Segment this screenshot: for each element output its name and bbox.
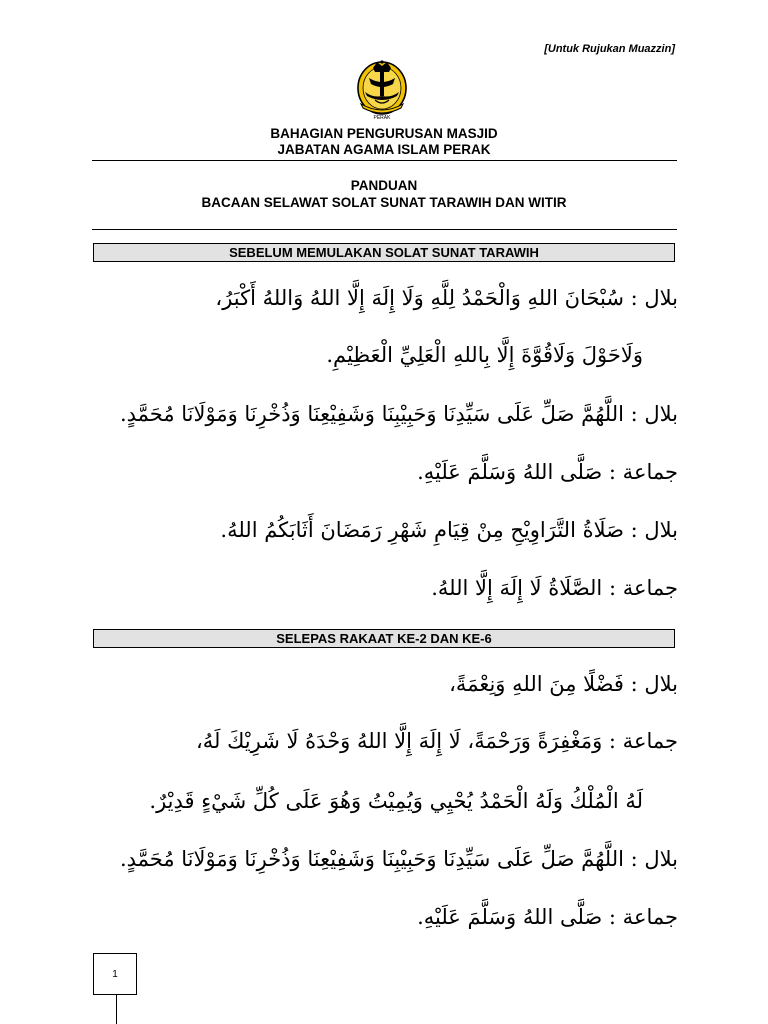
perak-crest-logo [351,56,413,122]
recitation-line: بلال : اللَّهُمَّ صَلِّ عَلَى سَيِّدِنَا وَحَبِيْبِنَا وَشَفِيْعِنَا وَذُخْرِنَا وَمَوْلَانَا مُحَمَّدٍ. [119,847,678,871]
divider-top [92,160,677,161]
recitation-line: بلال : سُبْحَانَ اللهِ وَالْحَمْدُ لِلَّهِ وَلَا إِلَهَ إِلَّا اللهُ وَاللهُ أَكْبَرُ، [215,286,678,310]
recitation-line: بلال : اللَّهُمَّ صَلِّ عَلَى سَيِّدِنَا وَحَبِيْبِنَا وَشَفِيْعِنَا وَذُخْرِنَا وَمَوْلَانَا مُحَمَّدٍ. [119,402,678,426]
recitation-line: بلال : فَضْلًا مِنَ اللهِ وَنِعْمَةً، [449,672,678,696]
crest-label: PERAK [373,115,391,121]
page-marker-line [116,995,117,1024]
section-heading: SEBELUM MEMULAKAN SOLAT SUNAT TARAWIH [93,243,675,262]
recitation-line: جماعة : صَلَّى اللهُ وَسَلَّمَ عَلَيْهِ. [417,905,678,929]
recitation-line: جماعة : صَلَّى اللهُ وَسَلَّمَ عَلَيْهِ. [417,460,678,484]
page-number: 1 [93,953,137,995]
section-heading: SELEPAS RAKAAT KE-2 DAN KE-6 [93,629,675,648]
doc-subtitle: BACAAN SELAWAT SOLAT SUNAT TARAWIH DAN WITIR [201,195,567,210]
divider-bottom [92,229,677,230]
recitation-line: لَهُ الْمُلْكُ وَلَهُ الْحَمْدُ يُحْيِي وَيُمِيْتُ وَهُوَ عَلَى كُلِّ شَيْءٍ قَدِيْرٌ. [149,789,643,813]
org-line-2: JABATAN AGAMA ISLAM PERAK [277,142,491,157]
reference-note: [Untuk Rujukan Muazzin] [544,43,675,55]
doc-title: PANDUAN [350,178,418,193]
recitation-line: بلال : صَلَاةُ التَّرَاوِيْحِ مِنْ قِيَامِ شَهْرِ رَمَضَانَ أَثَابَكُمُ اللهُ. [220,518,678,542]
recitation-line: جماعة : وَمَغْفِرَةً وَرَحْمَةً، لَا إِلَهَ إِلَّا اللهُ وَحْدَهُ لَا شَرِيْكَ لَهُ، [196,729,678,753]
recitation-line: وَلَاحَوْلَ وَلَاقُوَّةَ إِلَّا بِاللهِ الْعَلِيِّ الْعَظِيْمِ. [326,343,643,367]
crest-icon [351,56,413,122]
org-line-1: BAHAGIAN PENGURUSAN MASJID [270,126,498,141]
recitation-line: جماعة : الصَّلَاةُ لَا إِلَهَ إِلَّا اللهُ. [431,576,678,600]
